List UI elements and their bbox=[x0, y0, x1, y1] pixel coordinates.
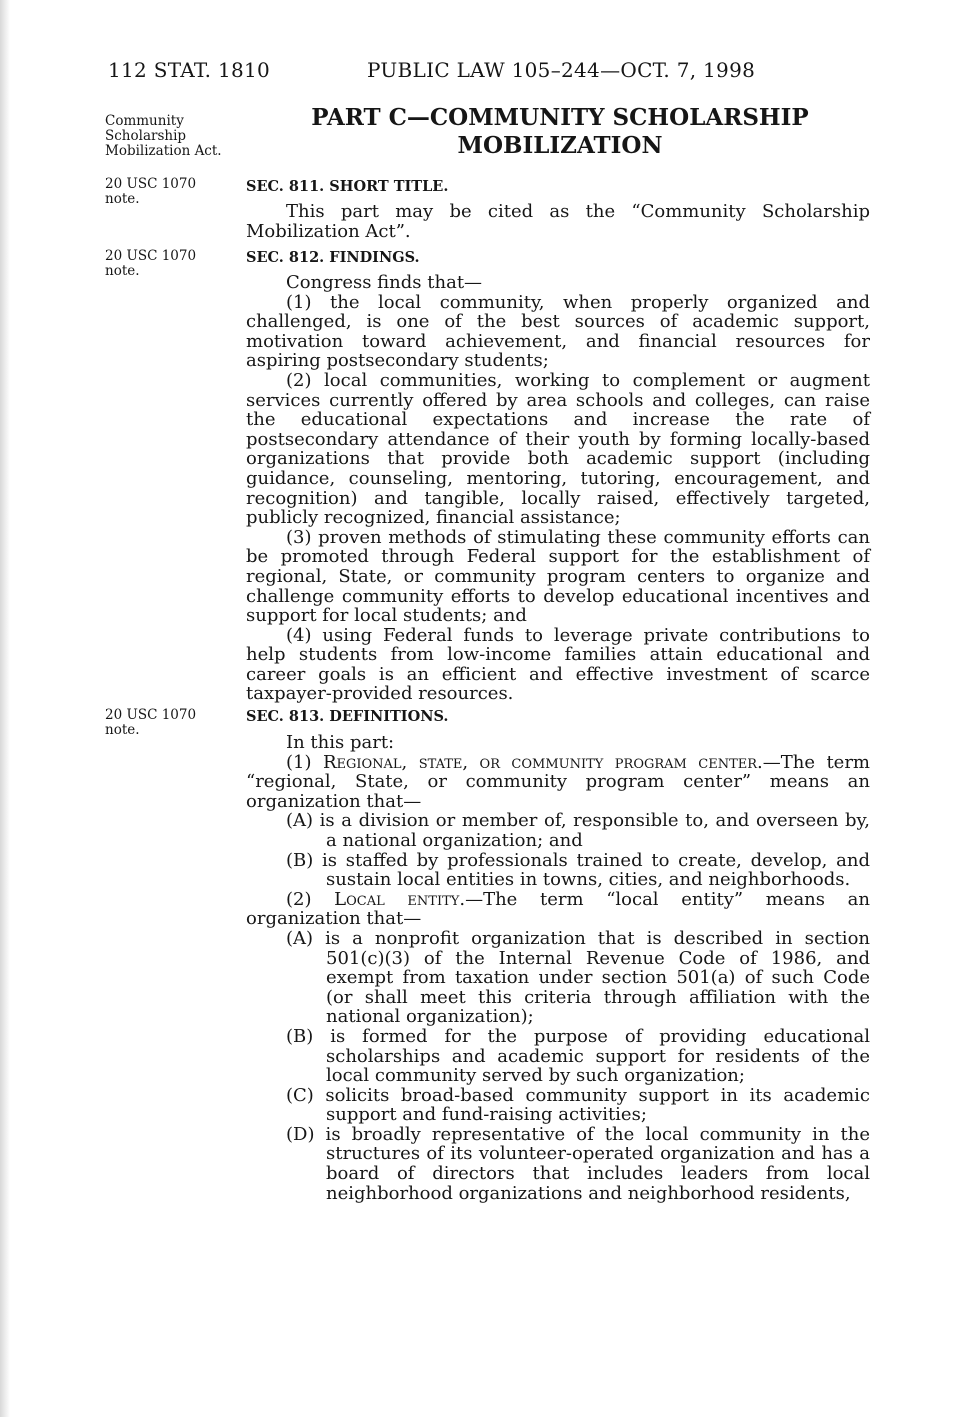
definition-2-a: (A) is a nonprofit organization that is described in section 501(c)(3) of the Internal Revenue Code of 1986, and exempt from taxation under section 501(a) of such Code (or shall meet this criteria through affiliation with the national organization); bbox=[286, 927, 870, 1028]
public-law-citation: PUBLIC LAW 105–244—OCT. 7, 1998 bbox=[367, 58, 756, 82]
definition-2 bbox=[246, 890, 870, 929]
definition-1-a: (A) is a division or member of, responsible to, and overseen by, a national organization; and bbox=[286, 810, 870, 851]
margin-note-label: note. bbox=[105, 722, 140, 738]
definition-2-b: (B) is formed for the purpose of providing educational scholarships and academic support for residents of the local community served by such organization; bbox=[286, 1025, 870, 1087]
definition-2-d: (D) is broadly representative of the local community in the structures of its volunteer-operated organization and has a board of directors that includes leaders from local neighborhood organizations and neighborhood residents, bbox=[286, 1123, 870, 1204]
page-header bbox=[0, 58, 953, 88]
part-title-line-2: MOBILIZATION bbox=[457, 132, 663, 159]
finding-1: (1) the local community, when properly organized and challenged, is one of the best sources of academic support, motivation toward achievement, and financial resources for aspiring postsecondary students; bbox=[246, 291, 870, 372]
margin-note-label: note. bbox=[105, 263, 140, 279]
margin-note-sec-811 bbox=[105, 177, 196, 207]
section-811-text: This part may be cited as the “Community Scholarship Mobilization Act”. bbox=[246, 201, 870, 242]
section-813-body bbox=[246, 733, 870, 1203]
margin-note-citation: 20 USC 1070 bbox=[105, 248, 197, 264]
statute-page-number: 112 STAT. 1810 bbox=[108, 58, 271, 82]
definitions-intro: In this part: bbox=[286, 732, 395, 753]
margin-note-line: Scholarship bbox=[105, 128, 187, 144]
margin-note-citation: 20 USC 1070 bbox=[105, 707, 197, 723]
section-812-heading: SEC. 812. FINDINGS. bbox=[246, 249, 420, 266]
definition-1-term: Regional, state, or community program center. bbox=[322, 751, 763, 773]
part-title bbox=[290, 104, 830, 160]
margin-note-act-name bbox=[105, 114, 222, 159]
findings-intro: Congress finds that— bbox=[286, 272, 483, 293]
scan-edge-shadow bbox=[0, 0, 10, 1417]
margin-note-label: note. bbox=[105, 191, 140, 207]
definition-2-c: (C) solicits broad-based community support in its academic support and fund-raising activities; bbox=[286, 1084, 870, 1126]
section-813-heading: SEC. 813. DEFINITIONS. bbox=[246, 708, 449, 725]
margin-note-sec-812 bbox=[105, 249, 196, 279]
margin-note-line: Mobilization Act. bbox=[105, 143, 222, 159]
definition-1-text: —The term “regional, State, or community program center” means an organization that— bbox=[246, 751, 870, 812]
definition-2-number: (2) bbox=[286, 888, 312, 910]
definition-2-term: Local entity. bbox=[334, 888, 466, 910]
section-811-heading: SEC. 811. SHORT TITLE. bbox=[246, 178, 449, 195]
definition-1-b: (B) is staffed by professionals trained to create, develop, and sustain local entities in towns, cities, and neighborhoods. bbox=[286, 849, 870, 891]
definition-1-number: (1) bbox=[286, 751, 312, 773]
finding-3: (3) proven methods of stimulating these community efforts can be promoted through Federal support for the establishment of regional, State, or community program centers to organize and challenge community efforts to develop educational incentives and support for local students; and bbox=[246, 526, 870, 627]
margin-note-citation: 20 USC 1070 bbox=[105, 176, 197, 192]
margin-note-line: Community bbox=[105, 113, 184, 129]
part-title-line-1: PART C—COMMUNITY SCHOLARSHIP bbox=[311, 104, 809, 131]
margin-note-sec-813 bbox=[105, 708, 196, 738]
section-811-body bbox=[246, 202, 870, 241]
definition-1 bbox=[246, 753, 870, 812]
finding-4: (4) using Federal funds to leverage private contributions to help students from low-income families attain educational and career goals is an efficient and effective investment of scarce taxpayer-provided resources. bbox=[246, 624, 870, 705]
definition-2-text: —The term “local entity” means an organization that— bbox=[246, 888, 870, 930]
finding-2: (2) local communities, working to complement or augment services currently offered by area schools and colleges, can raise the educational expectations and increase the rate of postsecondary attendance of their youth by forming locally-based organizations that provide both academic support (including guidance, counseling, mentoring, tutoring, encouragement, and recognition) and tangible, locally raised, effectively targeted, publicly recognized, financial assistance; bbox=[246, 369, 870, 529]
section-812-body bbox=[246, 273, 870, 704]
